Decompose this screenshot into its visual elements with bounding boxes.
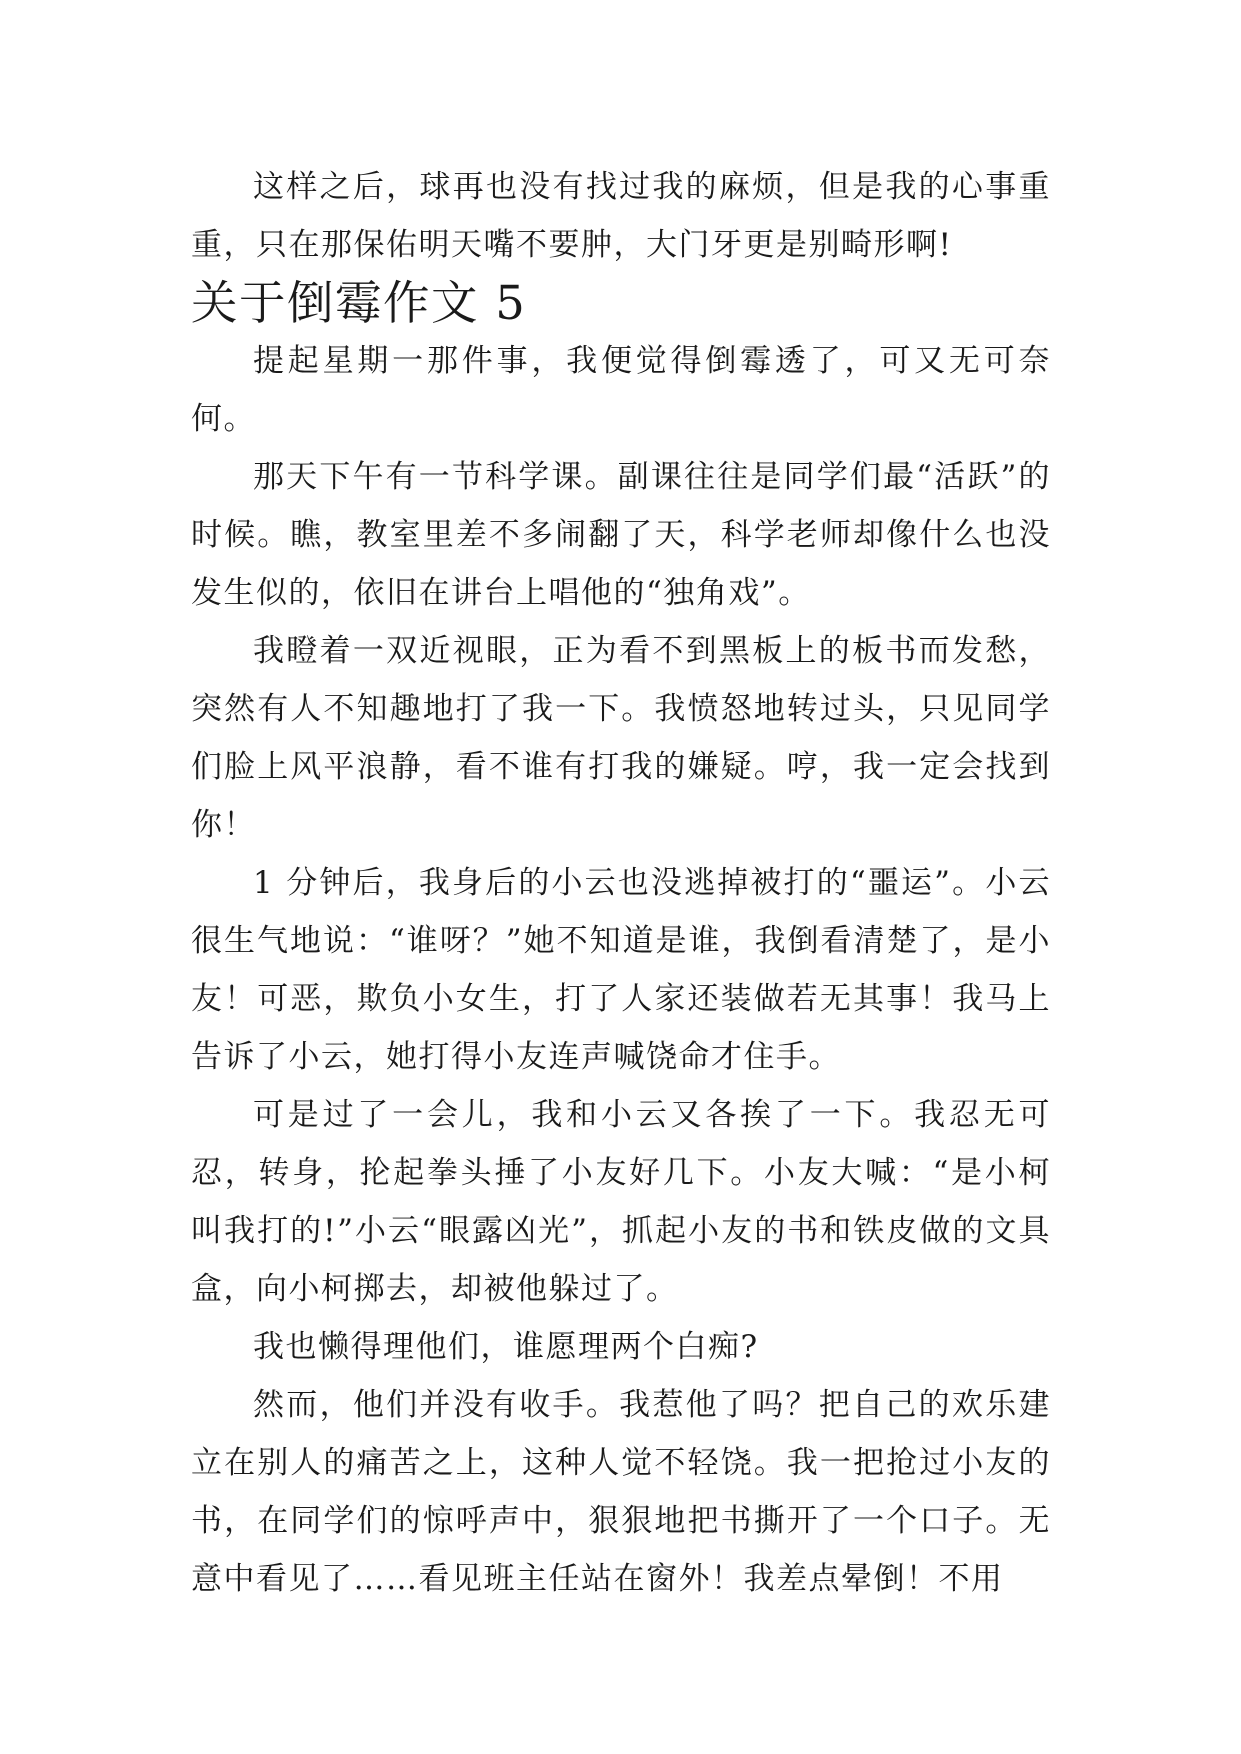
paragraph-5: 可是过了一会儿，我和小云又各挨了一下。我忍无可忍，转身，抡起拳头捶了小友好几下。小友大喊：“是小柯叫我打的!”小云“眼露凶光”，抓起小友的书和铁皮做的文具盒，向小柯掷去，却被他躲过了。 [191, 1097, 1051, 1307]
paragraph-4: 1 分钟后，我身后的小云也没逃掉被打的“噩运”。小云很生气地说：“谁呀？”她不知道是谁，我倒看清楚了，是小友！可恶，欺负小女生，打了人家还装做若无其事！我马上告诉了小云，她打得小友连声喊饶命才住手。 [191, 865, 1051, 1075]
paragraph-7: 然而，他们并没有收手。我惹他了吗？把自己的欢乐建立在别人的痛苦之上，这种人觉不轻饶。我一把抢过小友的书，在同学们的惊呼声中，狠狠地把书撕开了一个口子。无意中看见了……看见班主任站在窗外！我差点晕倒！不用 [191, 1387, 1051, 1597]
paragraph-6: 我也懒得理他们，谁愿理两个白痴? [253, 1329, 759, 1365]
document-body [191, 158, 1051, 1608]
paragraph-3: 我瞪着一双近视眼，正为看不到黑板上的板书而发愁，突然有人不知趣地打了我一下。我愤怒地转过头，只见同学们脸上风平浪静，看不谁有打我的嫌疑。哼，我一定会找到你！ [191, 633, 1051, 843]
paragraph-fragment: 这样之后，球再也没有找过我的麻烦，但是我的心事重重，只在那保佑明天嘴不要肿，大门牙更是别畸形啊! [191, 169, 1051, 263]
section-title: 关于倒霉作文 5 [191, 276, 527, 330]
paragraph-1: 提起星期一那件事，我便觉得倒霉透了，可又无可奈何。 [191, 343, 1051, 437]
paragraph-2: 那天下午有一节科学课。副课往往是同学们最“活跃”的时候。瞧，教室里差不多闹翻了天，科学老师却像什么也没发生似的，依旧在讲台上唱他的“独角戏”。 [191, 459, 1051, 611]
